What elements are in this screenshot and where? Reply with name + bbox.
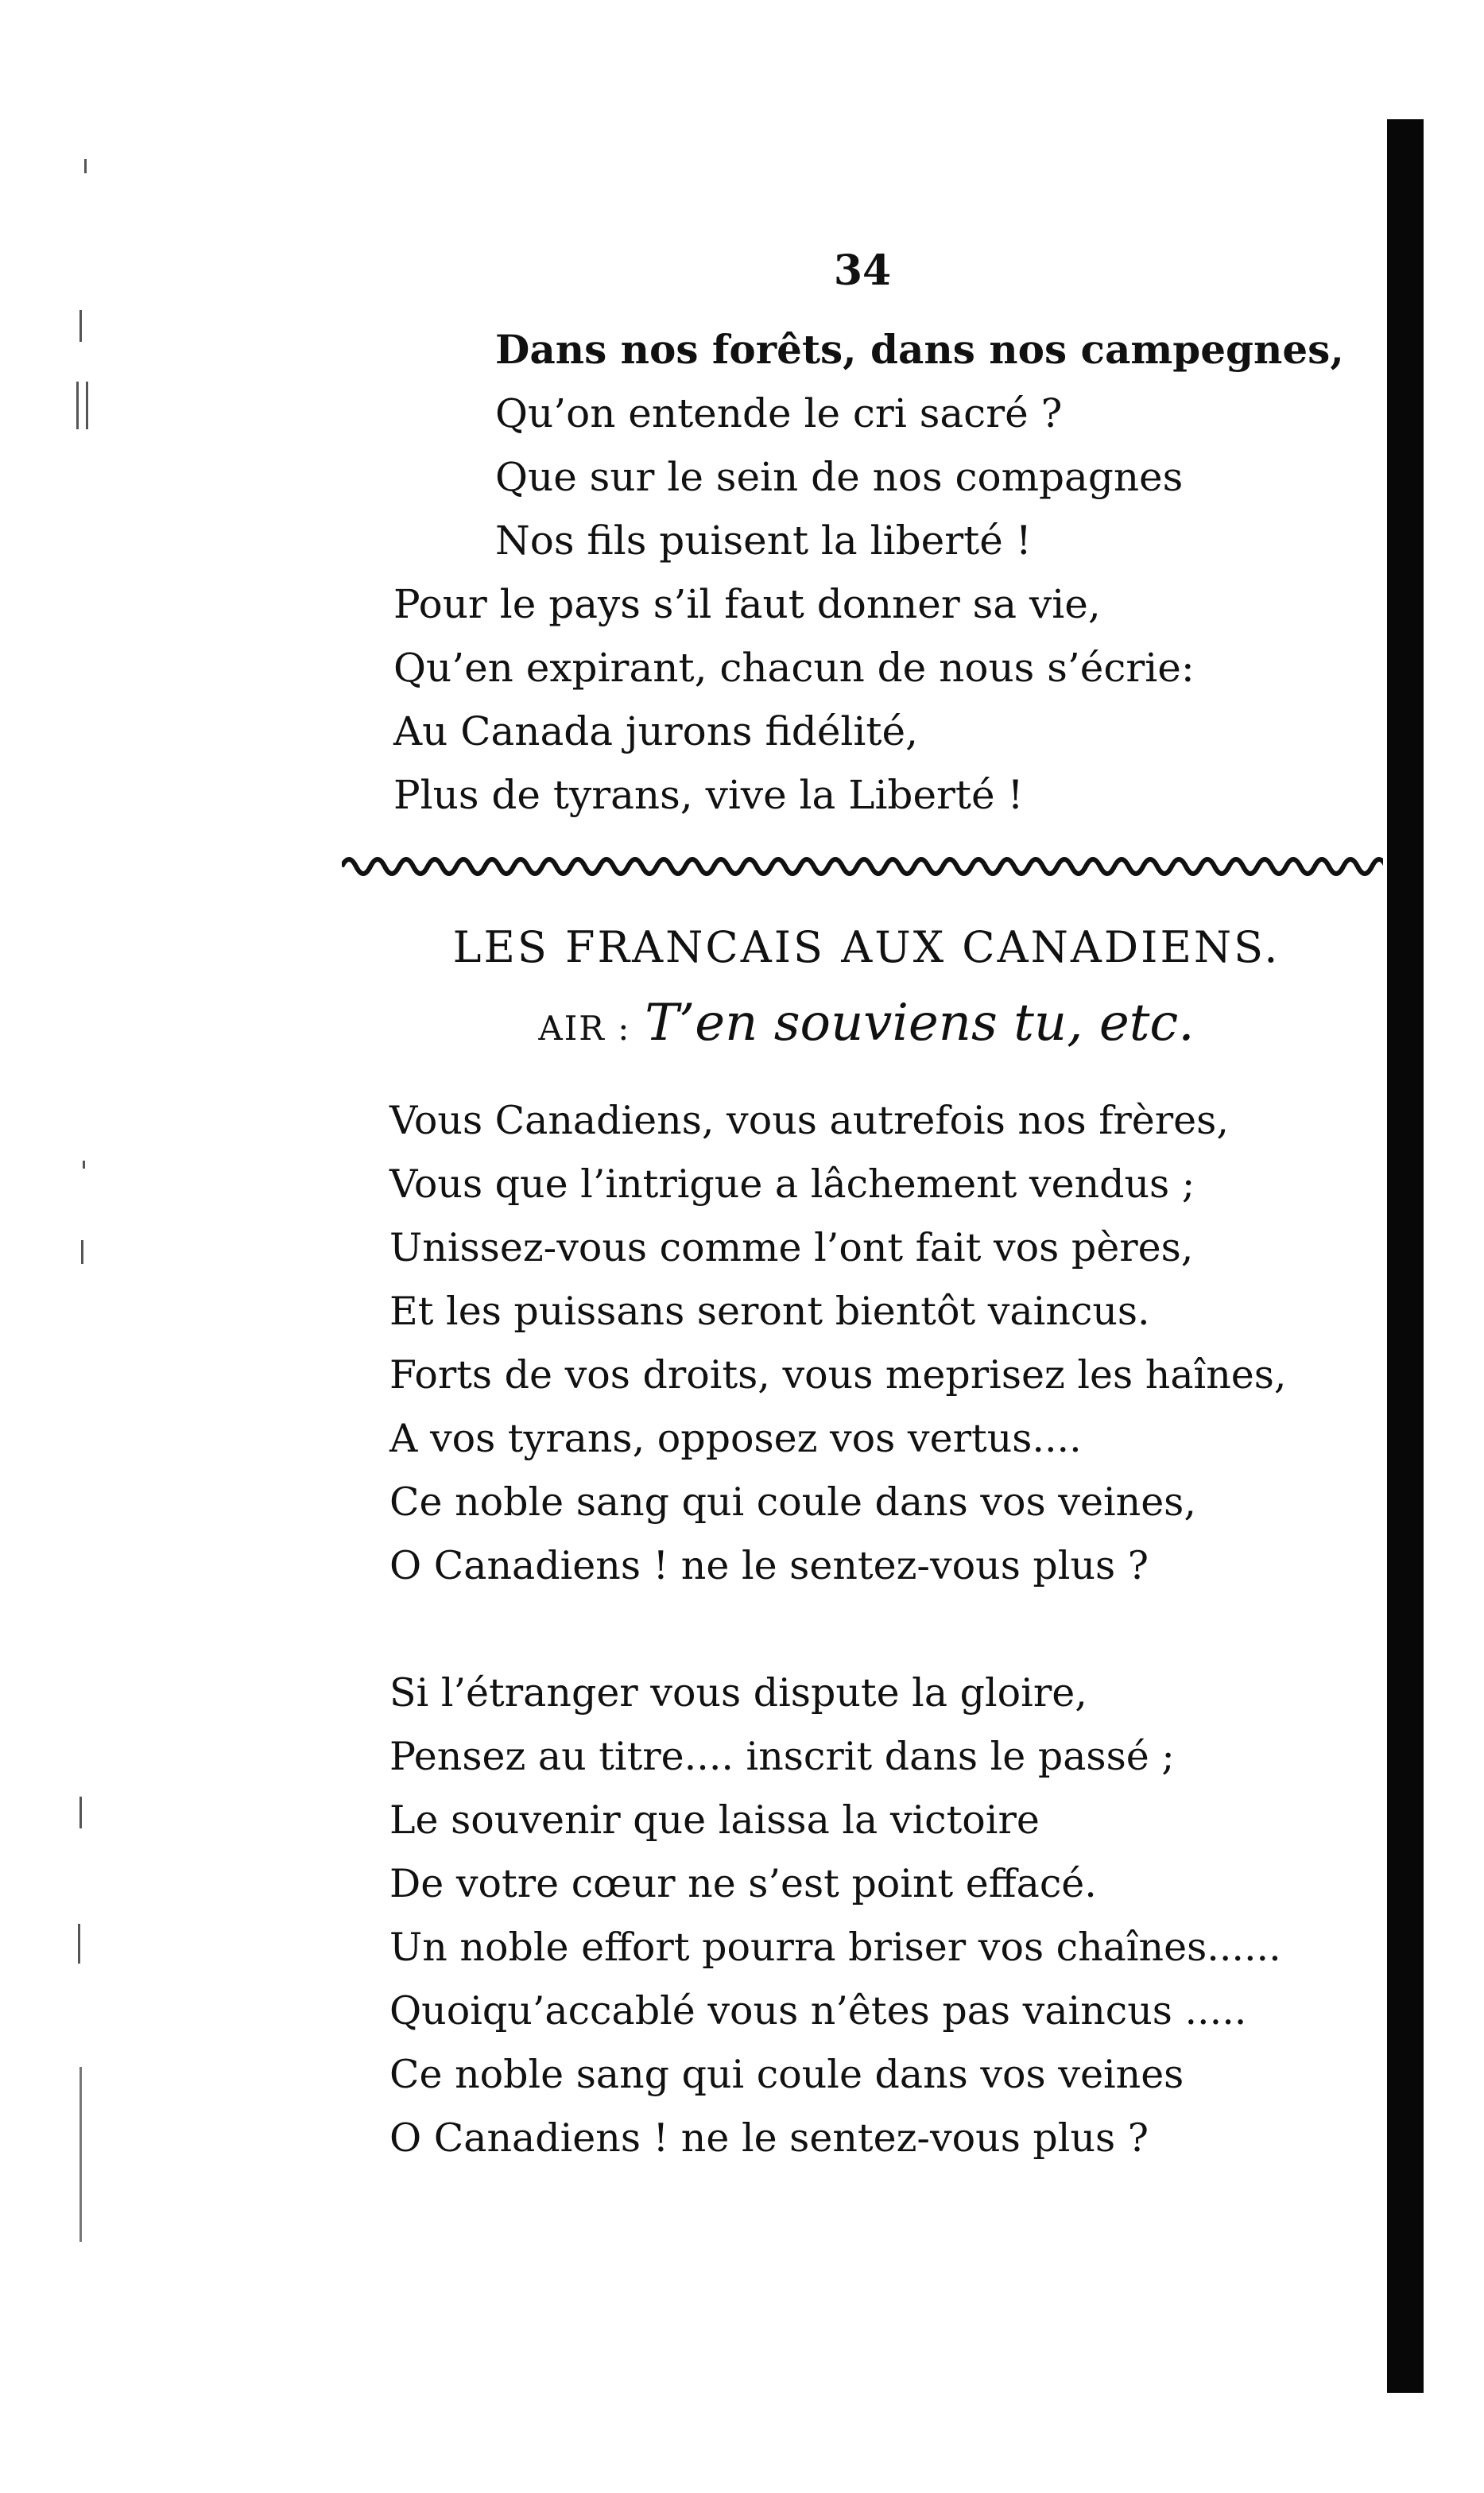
stanza-line: Le souvenir que laissa la victoire	[389, 1797, 1040, 1843]
speck	[79, 310, 82, 342]
stanza-line: Vous que l’intrigue a lâchement vendus ;	[389, 1161, 1195, 1207]
stanza-line: Et les puissans seront bientôt vaincus.	[389, 1289, 1150, 1334]
speck	[84, 159, 87, 173]
stanza-line: De votre cœur ne s’est point effacé.	[389, 1861, 1097, 1906]
verse-line: Plus de tyrans, vive la Liberté !	[393, 772, 1024, 818]
stanza-line: Ce noble sang qui coule dans vos veines	[389, 2052, 1184, 2097]
stanza-line: Quoiqu’accablé vous n’êtes pas vaincus .....	[389, 1988, 1247, 2034]
stanza-line: O Canadiens ! ne le sentez-vous plus ?	[389, 1543, 1149, 1588]
stanza-line: Si l’étranger vous dispute la gloire,	[389, 1670, 1087, 1716]
margin-scan-specks	[70, 143, 102, 2289]
song-air	[445, 994, 1288, 1053]
stanza-line: Un noble effort pourra briser vos chaînes......	[389, 1925, 1281, 1970]
speck	[78, 1924, 80, 1964]
song-title: LES FRANCAIS AUX CANADIENS.	[452, 922, 1281, 972]
stanza-line: Forts de vos droits, vous meprisez les haînes,	[389, 1352, 1287, 1398]
binding-edge-shadow	[1387, 119, 1424, 2393]
air-label: AIR :	[538, 1009, 631, 1048]
air-tune: T’en souviens tu, etc.	[645, 994, 1195, 1053]
speck	[79, 1797, 82, 1828]
speck	[76, 382, 79, 429]
verse-line: Pour le pays s’il faut donner sa vie,	[393, 581, 1101, 627]
stanza-1	[389, 1089, 1286, 1598]
stanza-2	[389, 1661, 1281, 2170]
verse-line: Nos fils puisent la liberté !	[495, 518, 1032, 564]
speck	[81, 1240, 83, 1264]
stanza-line: Vous Canadiens, vous autrefois nos frères,	[389, 1098, 1229, 1143]
stanza-line: Ce noble sang qui coule dans vos veines,	[389, 1479, 1196, 1525]
speck	[79, 2067, 82, 2242]
verse-line: Dans nos forêts, dans nos campegnes,	[495, 326, 1344, 373]
speck	[86, 382, 88, 429]
stanza-line: Pensez au titre.... inscrit dans le passé ;	[389, 1734, 1175, 1779]
verse-line: Qu’en expirant, chacun de nous s’écrie:	[393, 645, 1195, 691]
page-number: 34	[833, 246, 892, 295]
top-verse	[393, 318, 1344, 827]
speck	[83, 1161, 85, 1169]
verse-line: Que sur le sein de nos compagnes	[495, 454, 1184, 500]
stanza-line: Unissez-vous comme l’ont fait vos pères,	[389, 1225, 1194, 1270]
ornament-divider	[342, 852, 1383, 881]
stanza-line: O Canadiens ! ne le sentez-vous plus ?	[389, 2115, 1149, 2161]
verse-line: Au Canada jurons fidélité,	[393, 708, 918, 754]
stanza-line: A vos tyrans, opposez vos vertus....	[389, 1416, 1082, 1461]
verse-line: Qu’on entende le cri sacré ?	[495, 390, 1063, 436]
